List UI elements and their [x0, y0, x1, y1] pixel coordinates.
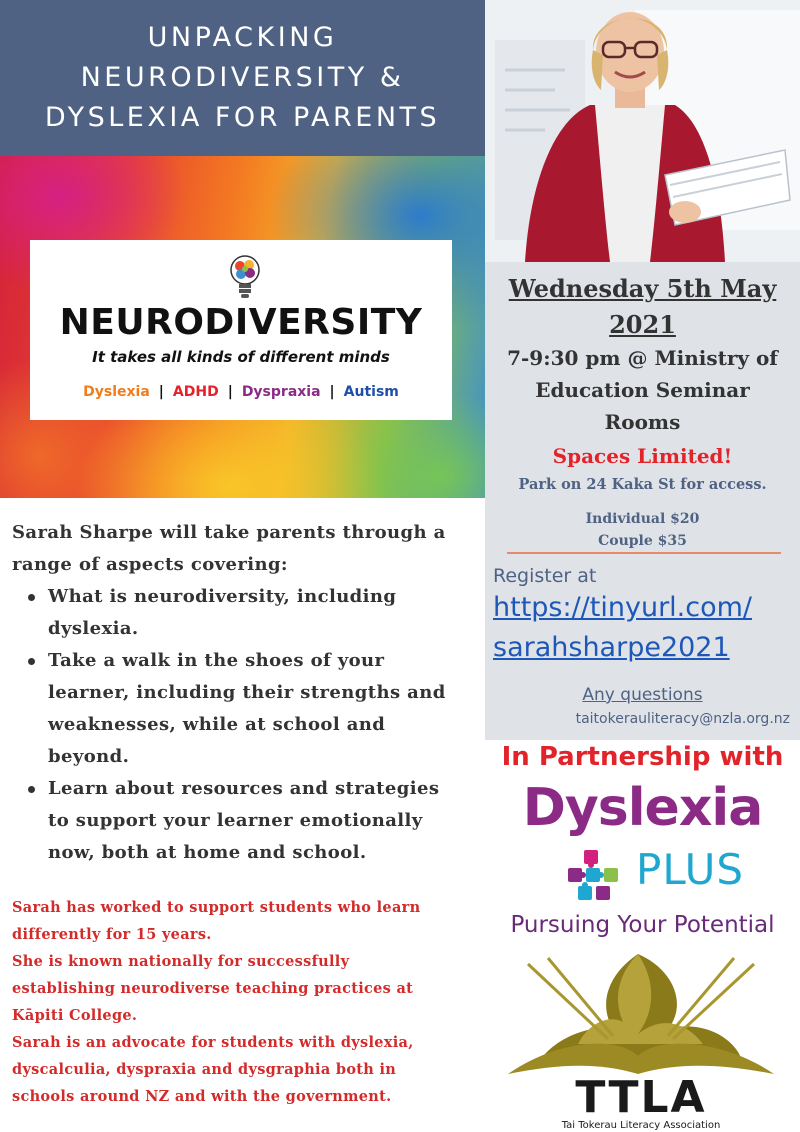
speaker-photo [485, 0, 800, 262]
event-date-line-2: 2021 [609, 310, 676, 339]
speaker-bio [12, 894, 482, 1110]
register-link-line-1[interactable]: https://tinyurl.com/ [493, 592, 753, 623]
dyslexia-plus-slogan: Pursuing Your Potential [510, 912, 775, 938]
any-questions: Any questions [582, 685, 703, 705]
condition-dyslexia: Dyslexia [83, 384, 150, 400]
title-line-2: NEURODIVERSITY & [80, 62, 405, 93]
list-item [24, 645, 479, 773]
title-banner [0, 0, 485, 156]
list-item-line: weaknesses, while at school and [48, 714, 386, 735]
list-item-line: beyond. [48, 746, 130, 767]
bio-line: dyscalculia, dyspraxia and dysgraphia both in [12, 1061, 397, 1078]
intro-text [12, 517, 482, 581]
event-date-line-1: Wednesday 5th May [508, 274, 777, 303]
condition-autism: Autism [343, 384, 399, 400]
separator: | [329, 384, 335, 400]
list-item-line: now, both at home and school. [48, 842, 367, 863]
neurodiversity-conditions [30, 384, 452, 400]
bio-line: Sarah is an advocate for students with dyslexia, [12, 1034, 414, 1051]
bio-line: Kāpiti College. [12, 1007, 138, 1024]
bio-line: establishing neurodiverse teaching practices at [12, 980, 414, 997]
list-item [24, 581, 479, 645]
register-label: Register at [493, 565, 597, 587]
lightbulb-brain-icon [228, 254, 262, 302]
intro-line-1: Sarah Sharpe will take parents through a [12, 522, 446, 543]
list-item-line: Take a walk in the shoes of your [48, 650, 385, 671]
dyslexia-plus-logo-word: Dyslexia [522, 778, 763, 838]
event-time-line-3: Rooms [604, 410, 681, 434]
event-details-panel [485, 262, 800, 740]
bio-line: schools around NZ and with the government. [12, 1088, 392, 1105]
partnership-heading: In Partnership with [501, 742, 784, 772]
list-item-line: learner, including their strengths and [48, 682, 446, 703]
bio-line: She is known nationally for successfully [12, 953, 350, 970]
price-couple: Couple $35 [598, 533, 687, 549]
neurodiversity-card [30, 240, 452, 420]
bullet-dot [28, 658, 35, 665]
price-individual: Individual $20 [585, 511, 700, 527]
bio-line: differently for 15 years. [12, 926, 212, 943]
title-line-3: DYSLEXIA FOR PARENTS [44, 102, 441, 133]
puzzle-pieces-icon [562, 848, 628, 908]
condition-adhd: ADHD [172, 384, 219, 400]
spaces-limited: Spaces Limited! [552, 444, 733, 468]
title-line-1: UNPACKING [147, 22, 338, 53]
event-time-line-1: 7-9:30 pm @ Ministry of [507, 346, 778, 370]
bullet-dot [28, 594, 35, 601]
register-link-line-2[interactable]: sarahsharpe2021 [493, 632, 730, 663]
intro-line-2: range of aspects covering: [12, 554, 288, 575]
neurodiversity-tagline: It takes all kinds of different minds [92, 348, 390, 366]
event-time-line-2: Education Seminar [535, 378, 750, 402]
ttla-logo [488, 944, 794, 1132]
neurodiversity-heading: NEURODIVERSITY [59, 302, 423, 343]
parking-info: Park on 24 Kaka St for access. [518, 476, 767, 493]
ttla-name: Tai Tokerau Literacy Association [561, 1120, 721, 1131]
speaker-illustration [485, 0, 800, 262]
bullet-dot [28, 786, 35, 793]
list-item [24, 773, 479, 869]
topics-list [24, 581, 479, 869]
list-item-line: dyslexia. [48, 618, 139, 639]
contact-email[interactable]: taitokerauliteracy@nzla.org.nz [575, 711, 790, 727]
bio-line: Sarah has worked to support students who learn [12, 899, 421, 916]
list-item-line: to support your learner emotionally [48, 810, 423, 831]
list-item-line: What is neurodiversity, including [48, 586, 397, 607]
list-item-line: Learn about resources and strategies [48, 778, 440, 799]
divider [507, 552, 781, 554]
plus-logo-word: PLUS [636, 845, 745, 894]
separator: | [158, 384, 164, 400]
separator: | [227, 384, 233, 400]
ttla-letters: TTLA [575, 1072, 707, 1123]
condition-dyspraxia: Dyspraxia [241, 384, 321, 400]
rainbow-paint-background [0, 156, 485, 498]
